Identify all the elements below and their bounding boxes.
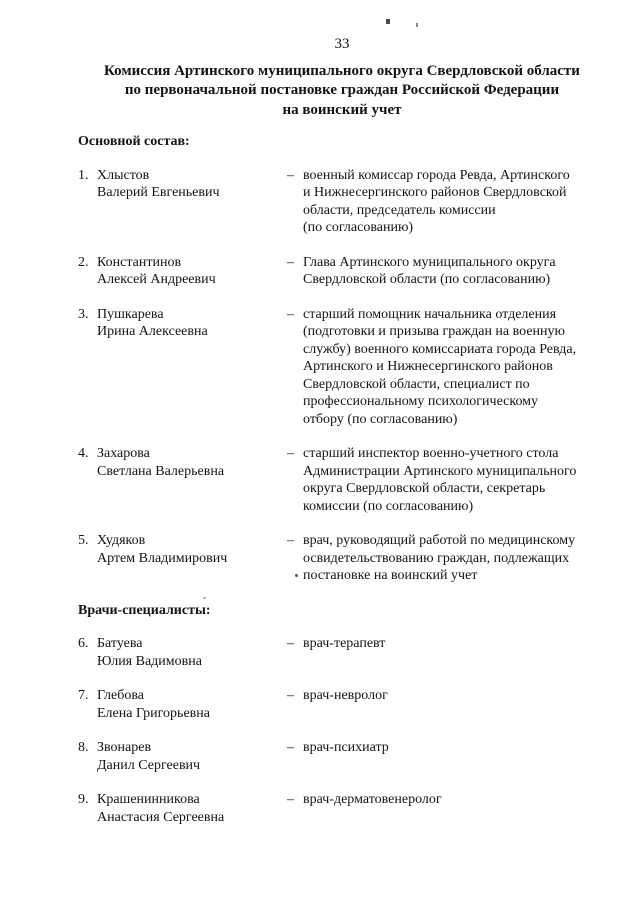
- member-name-line: Ирина Алексеевна: [97, 324, 208, 339]
- member-section: [78, 133, 606, 585]
- member-row: [78, 635, 606, 670]
- member-role-line: старший инспектор военно-учетного стола: [303, 446, 559, 461]
- scan-artifact: [416, 23, 418, 27]
- member-row: [78, 739, 606, 774]
- member-role: [303, 635, 606, 653]
- member-name: [97, 687, 287, 722]
- title-line-2: по первоначальной постановке граждан Российской Федерации: [124, 82, 560, 98]
- section-heading: Врачи-специалисты:: [78, 602, 211, 618]
- member-role-line: (по согласованию): [303, 220, 414, 235]
- section-heading: Основной состав:: [78, 134, 190, 149]
- dash-separator: –: [287, 792, 294, 807]
- member-list: [78, 133, 606, 826]
- member-role: [303, 306, 606, 429]
- dash-separator: –: [287, 446, 294, 461]
- member-row: [78, 687, 606, 722]
- member-name: [97, 306, 287, 341]
- member-role: [303, 791, 606, 809]
- member-name-line: Хлыстов: [97, 167, 150, 183]
- member-role-line: постановке на воинский учет: [303, 568, 478, 583]
- member-name-line: Валерий Евгеньевич: [97, 185, 220, 200]
- scan-artifact: [386, 19, 390, 24]
- member-row: [78, 254, 606, 289]
- dash-separator: –: [287, 740, 294, 755]
- member-name: [97, 167, 287, 202]
- member-role-line: Свердловской области (по согласованию): [303, 272, 551, 287]
- member-name-line: Юлия Вадимовна: [97, 653, 202, 669]
- item-number: 1.: [78, 167, 89, 183]
- member-role-line: врач, руководящий работой по медицинскому: [303, 533, 576, 548]
- item-number: 6.: [78, 636, 89, 651]
- member-role-line: врач-невролог: [303, 688, 388, 703]
- item-number: 2.: [78, 254, 89, 270]
- dash-separator: –: [287, 254, 294, 270]
- member-section: [78, 602, 606, 827]
- member-row: [78, 167, 606, 237]
- member-name-line: Худяков: [97, 533, 146, 548]
- member-role-line: военный комиссар города Ревда, Артинского: [303, 167, 570, 183]
- document-title: [78, 62, 606, 121]
- member-name-line: Глебова: [97, 688, 145, 703]
- member-role-line: Артинского и Нижнесергинского районов: [303, 359, 553, 374]
- member-name: [97, 254, 287, 289]
- member-role: [303, 445, 606, 515]
- member-row: [78, 306, 606, 429]
- item-number: 7.: [78, 688, 89, 703]
- member-role-line: (подготовки и призыва граждан на военную: [303, 324, 565, 339]
- member-name-line: Данил Сергеевич: [97, 757, 201, 773]
- member-name-line: Светлана Валерьевна: [97, 463, 225, 479]
- item-number: 9.: [78, 792, 89, 807]
- item-number: 3.: [78, 306, 89, 322]
- member-role: [303, 687, 606, 705]
- member-role: [303, 532, 606, 585]
- item-number: 8.: [78, 740, 89, 755]
- member-name-line: Пушкарева: [97, 306, 164, 322]
- member-name: [97, 445, 287, 480]
- member-name-line: Елена Григорьевна: [97, 705, 210, 721]
- dash-separator: –: [287, 167, 294, 183]
- dash-separator: –: [287, 636, 294, 651]
- scan-artifact: [203, 597, 206, 599]
- member-role-line: врач-терапевт: [303, 636, 386, 651]
- title-line-1: Комиссия Артинского муниципального округа Свердловской области: [104, 62, 580, 79]
- member-row: [78, 445, 606, 515]
- member-name: [97, 791, 287, 826]
- member-name: [97, 635, 287, 670]
- member-row: [78, 791, 606, 826]
- member-name-line: Звонарев: [97, 740, 152, 755]
- member-role-line: отбору (по согласованию): [303, 411, 458, 427]
- member-role: [303, 167, 606, 237]
- member-role-line: и Нижнесергинского районов Свердловской: [303, 185, 567, 200]
- member-role: [303, 739, 606, 757]
- title-line-3: на воинский учет: [282, 101, 402, 118]
- member-role-line: Глава Артинского муниципального округа: [303, 254, 556, 270]
- member-role-line: области, председатель комиссии: [303, 202, 496, 218]
- member-role: [303, 254, 606, 289]
- item-number: 5.: [78, 533, 89, 548]
- member-role-line: старший помощник начальника отделения: [303, 306, 557, 322]
- member-name-line: Батуева: [97, 636, 143, 651]
- member-name: [97, 532, 287, 567]
- member-role-line: службу) военного комиссариата города Ревда,: [303, 341, 577, 357]
- member-role-line: Администрации Артинского муниципального: [303, 463, 577, 479]
- page-number: 33: [334, 36, 350, 52]
- item-number: 4.: [78, 446, 89, 461]
- member-name-line: Константинов: [97, 254, 182, 270]
- member-name-line: Артем Владимирович: [97, 550, 228, 566]
- scan-artifact: [295, 574, 298, 577]
- dash-separator: –: [287, 306, 294, 322]
- member-name-line: Алексей Андреевич: [97, 272, 216, 287]
- member-name: [97, 739, 287, 774]
- member-role-line: освидетельствованию граждан, подлежащих: [303, 550, 570, 566]
- member-role-line: врач-психиатр: [303, 740, 389, 755]
- member-role-line: профессиональному психологическому: [303, 394, 539, 409]
- member-row: [78, 532, 606, 585]
- member-role-line: Свердловской области, специалист по: [303, 376, 530, 392]
- dash-separator: –: [287, 688, 294, 703]
- member-role-line: врач-дерматовенеролог: [303, 792, 442, 807]
- dash-separator: –: [287, 533, 294, 548]
- member-name-line: Крашенинникова: [97, 792, 200, 807]
- member-role-line: комиссии (по согласованию): [303, 498, 474, 514]
- member-name-line: Захарова: [97, 446, 150, 461]
- member-name-line: Анастасия Сергеевна: [97, 809, 225, 825]
- member-role-line: округа Свердловской области, секретарь: [303, 481, 546, 496]
